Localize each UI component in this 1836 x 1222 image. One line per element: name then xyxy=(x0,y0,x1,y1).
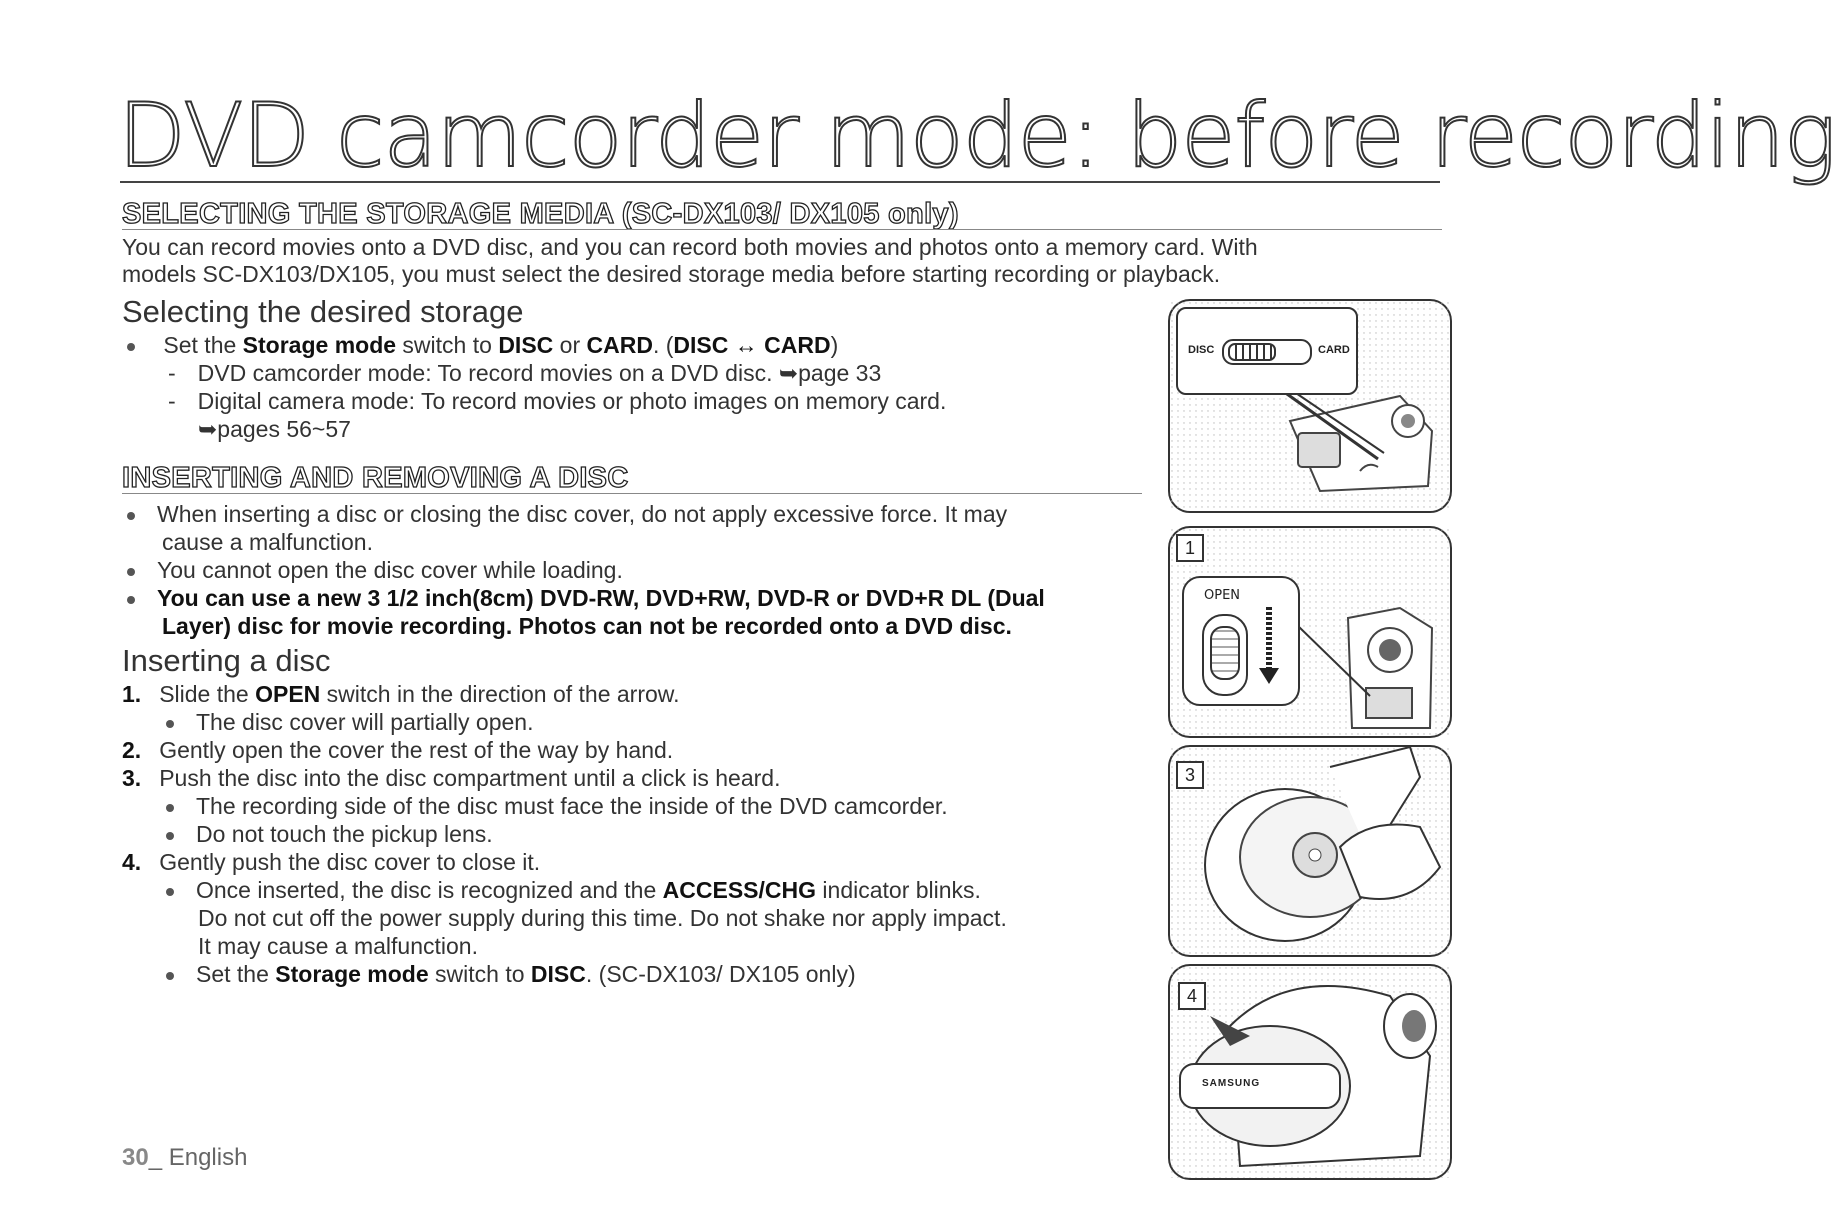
bullet-dot xyxy=(127,512,135,520)
brand-logo: SAMSUNG xyxy=(1202,1078,1261,1089)
bullet-dot xyxy=(166,804,174,812)
step-1: 1. Slide the OPEN switch in the direction of the arrow. xyxy=(122,681,680,707)
caution-bullet-continuation: cause a malfunction. xyxy=(162,529,373,555)
step-3: 3. Push the disc into the disc compartment until a click is heard. xyxy=(122,765,781,791)
subheading-desired-storage: Selecting the desired storage xyxy=(122,294,524,329)
section-rule xyxy=(122,493,1142,494)
caution-bullet: You cannot open the disc cover while loading. xyxy=(127,556,623,584)
storage-bullet: Set the Storage mode switch to DISC or CARD. (DISC ↔ CARD) xyxy=(127,331,838,359)
open-label: OPEN xyxy=(1204,588,1241,603)
step-3-bullet: The recording side of the disc must face the inside of the DVD camcorder. xyxy=(166,792,948,820)
arrow-head-icon xyxy=(1259,668,1279,684)
figure-1-number: 1 xyxy=(1176,534,1204,562)
switch-card-label: CARD xyxy=(1318,344,1350,356)
step-4: 4. Gently push the disc cover to close it. xyxy=(122,849,541,875)
section-heading-storage-media: SELECTING THE STORAGE MEDIA (SC-DX103/ DX105 only) xyxy=(122,198,959,230)
figure-3-number: 3 xyxy=(1176,761,1204,789)
step-4-bullet: Set the Storage mode switch to DISC. (SC-DX103/ DX105 only) xyxy=(166,960,856,988)
storage-mode-switch xyxy=(1222,339,1312,365)
page-title: DVD camcorder mode: before recording xyxy=(118,84,1836,187)
step-3-bullet: Do not touch the pickup lens. xyxy=(166,820,493,848)
open-switch-knob xyxy=(1210,626,1240,680)
subheading-inserting-disc: Inserting a disc xyxy=(122,643,331,678)
bullet-dot xyxy=(166,888,174,896)
disc-type-bullet-continuation: Layer) disc for movie recording. Photos can not be recorded onto a DVD disc. xyxy=(162,613,1012,639)
figure-step-1-open xyxy=(1168,526,1452,738)
step-1-bullet: The disc cover will partially open. xyxy=(166,708,533,736)
switch-callout xyxy=(1176,307,1358,395)
page-number: 30 xyxy=(122,1144,149,1171)
step-4-bullet: Once inserted, the disc is recognized and the ACCESS/CHG indicator blinks. xyxy=(166,876,981,904)
footer-language: English xyxy=(162,1144,248,1171)
caution-bullet: When inserting a disc or closing the disc cover, do not apply excessive force. It may xyxy=(127,500,1007,528)
step-4-bullet-continuation: Do not cut off the power supply during this time. Do not shake nor apply impact. xyxy=(198,905,1007,931)
intro-line: models SC-DX103/DX105, you must select the desired storage media before starting recording or playback. xyxy=(122,261,1221,287)
disc-insertion-illustration xyxy=(1170,747,1450,955)
bullet-dot xyxy=(127,568,135,576)
figure-storage-switch xyxy=(1168,299,1452,513)
down-arrow-icon xyxy=(1266,606,1272,670)
bullet-dot xyxy=(166,720,174,728)
figure-step-3-insert xyxy=(1168,745,1452,957)
bullet-dot xyxy=(127,596,135,604)
close-cover-illustration xyxy=(1170,966,1450,1178)
section-heading-inserting-removing: INSERTING AND REMOVING A DISC xyxy=(122,462,629,494)
intro-line: You can record movies onto a DVD disc, and you can record both movies and photos onto a memory card. With xyxy=(122,234,1258,260)
bullet-dot xyxy=(166,972,174,980)
open-switch xyxy=(1202,614,1248,696)
step-2: 2. Gently open the cover the rest of the way by hand. xyxy=(122,737,674,763)
disc-type-bullet: You can use a new 3 1/2 inch(8cm) DVD-RW, DVD+RW, DVD-R or DVD+R DL (Dual xyxy=(127,584,1045,612)
storage-subitem: - Digital camera mode: To record movies or photo images on memory card. xyxy=(168,388,947,414)
title-rule xyxy=(120,181,1440,183)
figure-4-number: 4 xyxy=(1178,982,1206,1010)
open-switch-callout xyxy=(1182,576,1300,706)
step-4-bullet-continuation: It may cause a malfunction. xyxy=(198,933,478,959)
storage-subitem: - DVD camcorder mode: To record movies on a DVD disc. ➥page 33 xyxy=(168,360,882,386)
bullet-dot xyxy=(166,832,174,840)
intro-paragraph xyxy=(122,234,1442,288)
page-reference: ➥pages 56~57 xyxy=(198,416,351,442)
section-rule xyxy=(122,229,1442,230)
figure-step-4-close xyxy=(1168,964,1452,1180)
page-footer: 30_ English xyxy=(122,1144,248,1171)
switch-disc-label: DISC xyxy=(1188,344,1215,356)
switch-knob xyxy=(1228,343,1276,361)
bullet-dot xyxy=(127,343,135,351)
